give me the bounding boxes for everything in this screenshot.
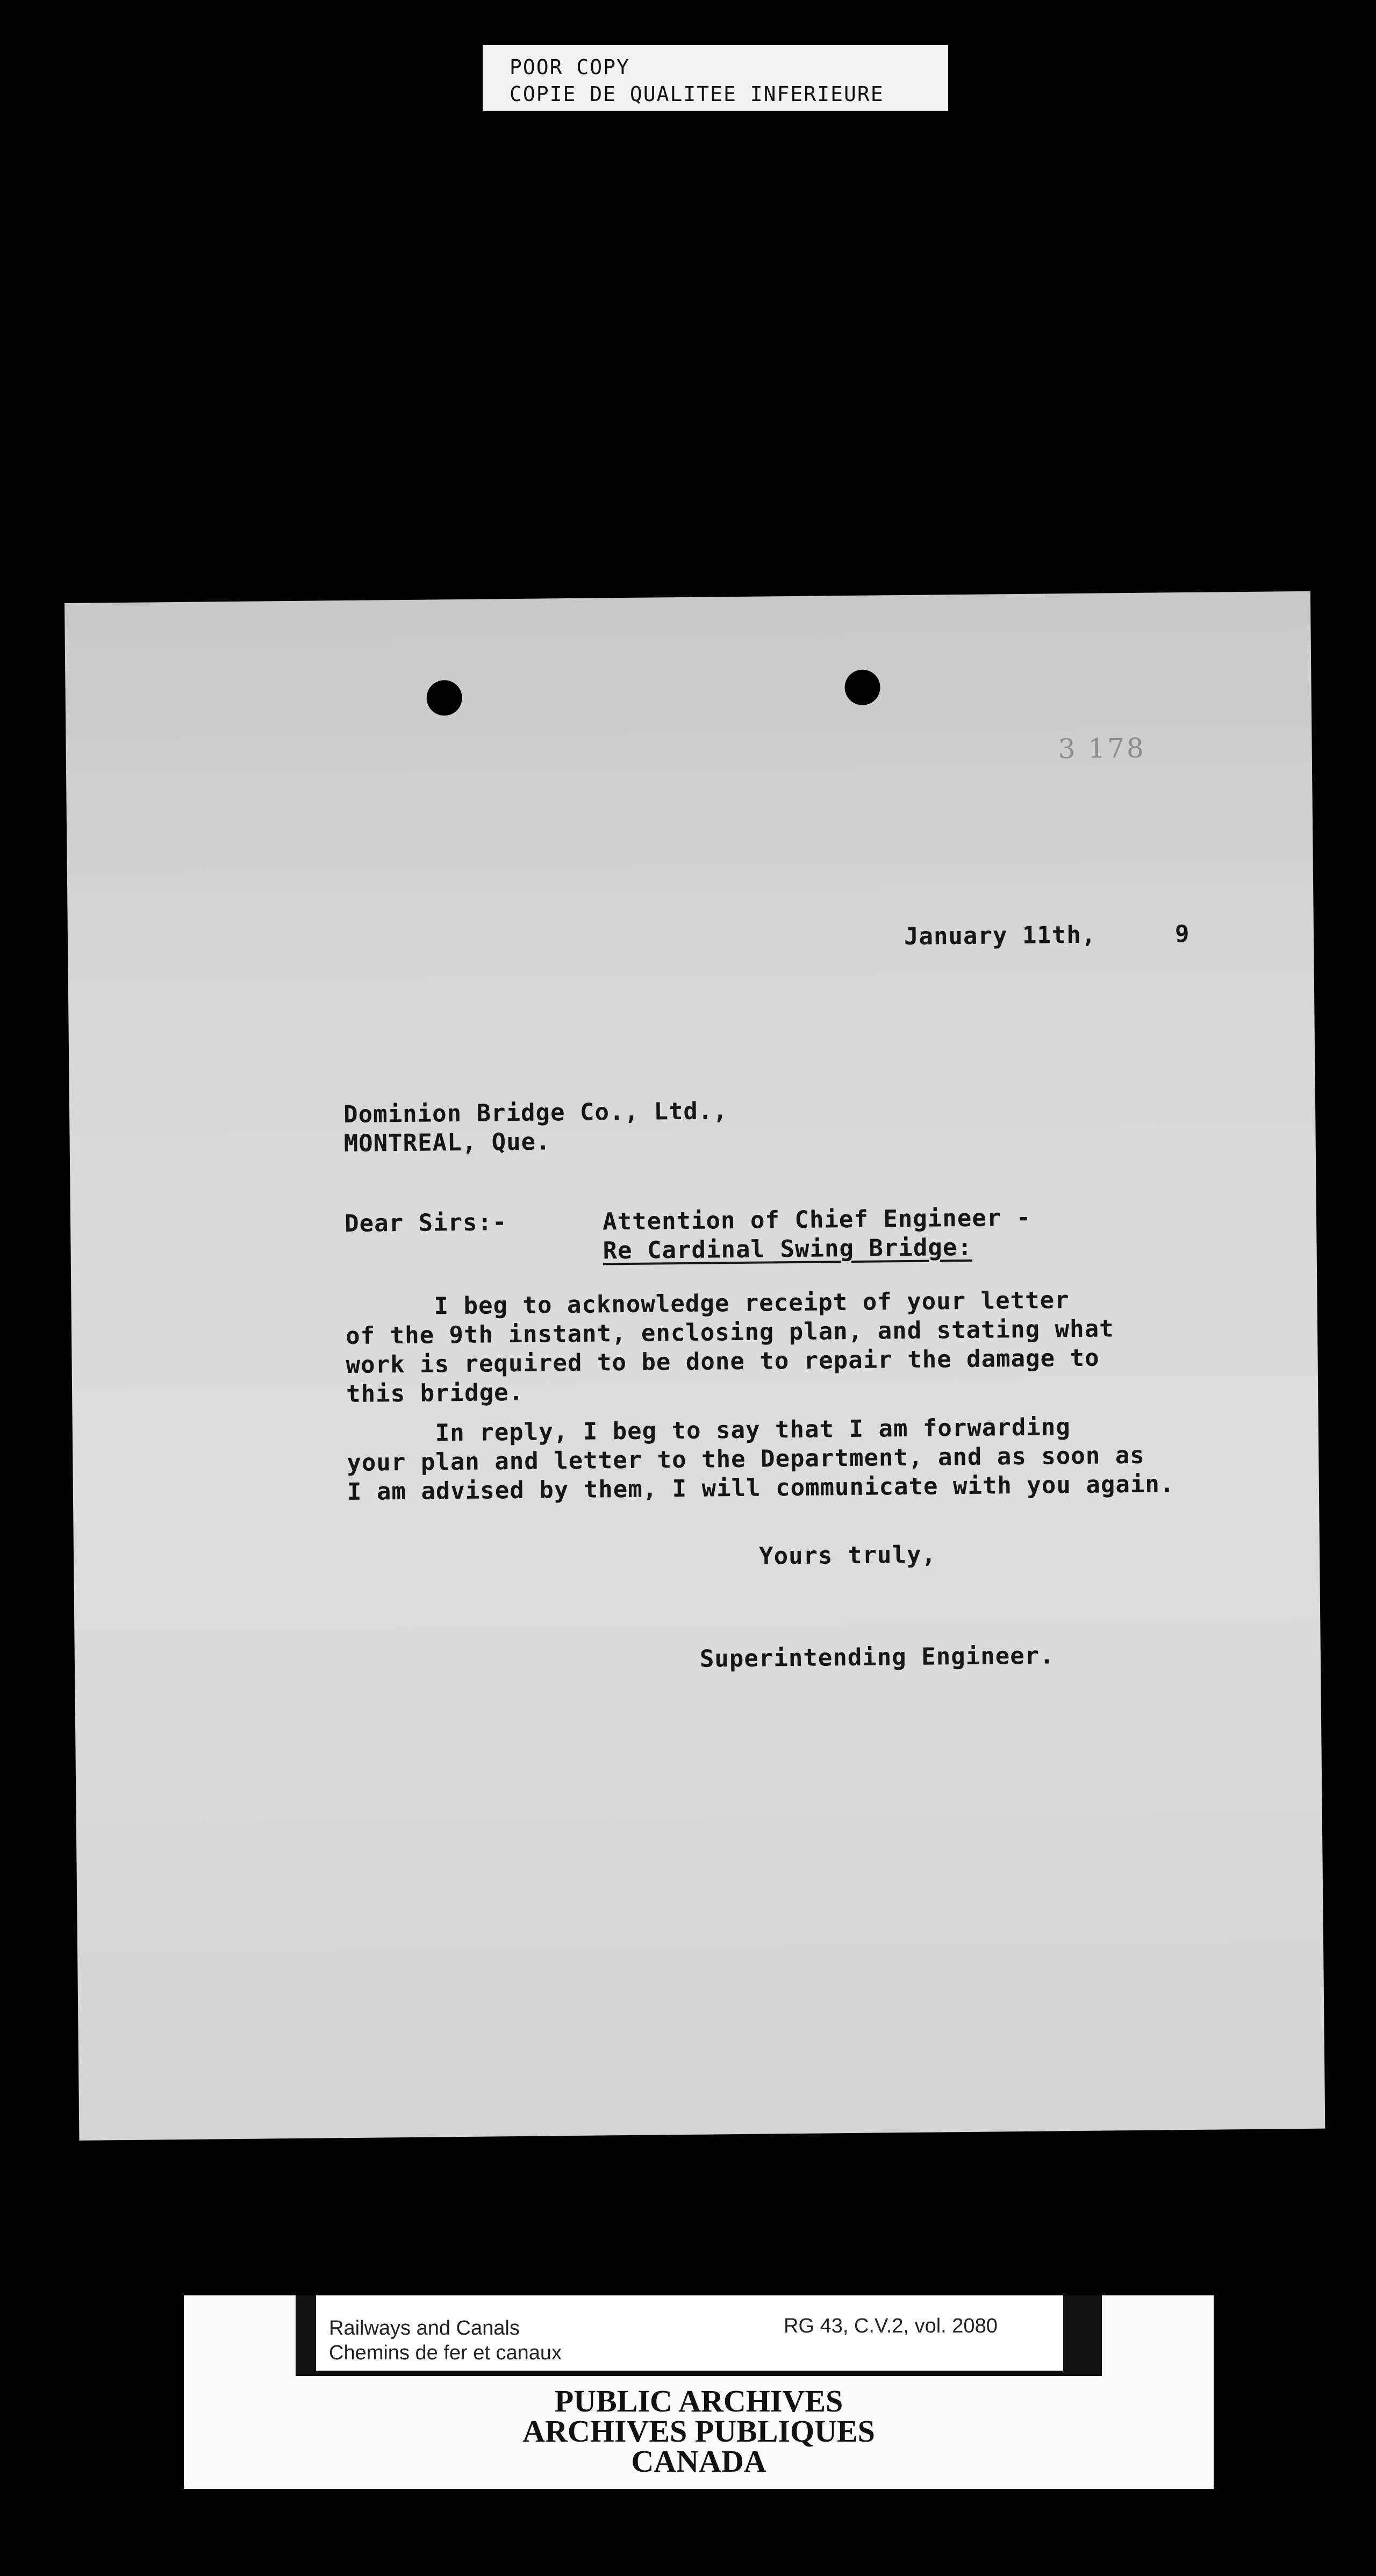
attention-line: Attention of Chief Engineer - (602, 1204, 1031, 1236)
address-line: Dominion Bridge Co., Ltd., (343, 1097, 728, 1129)
address-line: MONTREAL, Que. (343, 1128, 551, 1158)
punch-hole-right (844, 669, 880, 705)
attention-block (603, 1204, 1031, 1266)
archive-reference-number: RG 43, C.V.2, vol. 2080 (784, 2315, 998, 2337)
subject-line: Re Cardinal Swing Bridge: (603, 1233, 973, 1265)
body-line: I beg to acknowledge receipt of your letter (345, 1286, 1070, 1321)
archive-title-en: PUBLIC ARCHIVES (554, 2384, 843, 2418)
body-line: this bridge. (346, 1378, 524, 1408)
paragraph-1 (345, 1285, 1173, 1409)
punch-hole-left (426, 680, 462, 716)
archive-reference-card (184, 2295, 1214, 2489)
poor-copy-line-en: POOR COPY (510, 55, 630, 79)
body-line: of the 9th instant, enclosing plan, and stating what (345, 1315, 1114, 1350)
recipient-address (343, 1097, 728, 1158)
paragraph-2 (347, 1412, 1175, 1507)
archive-country: CANADA (631, 2444, 766, 2479)
body-line: In reply, I beg to say that I am forwarding (346, 1413, 1071, 1448)
poor-copy-label (483, 45, 948, 111)
body-line: I am advised by them, I will communicate with you again. (347, 1470, 1175, 1506)
source-name-fr: Chemins de fer et canaux (329, 2342, 562, 2364)
source-name-en: Railways and Canals (329, 2317, 520, 2339)
letter-date-year-fragment: 9 (1174, 920, 1190, 948)
body-line: your plan and letter to the Department, and as soon as (347, 1441, 1145, 1477)
archive-source-box (316, 2295, 1063, 2371)
letter-body (345, 1285, 1174, 1507)
letter-page (64, 591, 1325, 2141)
closing: Yours truly, (758, 1541, 937, 1570)
file-stamp-number: 3 178 (1058, 732, 1146, 765)
signature-title: Superintending Engineer. (699, 1642, 1055, 1673)
salutation: Dear Sirs:- (344, 1208, 507, 1238)
body-line: work is required to be done to repair the damage to (346, 1344, 1100, 1379)
archive-title-fr: ARCHIVES PUBLIQUES (522, 2414, 875, 2449)
poor-copy-line-fr: COPIE DE QUALITEE INFERIEURE (510, 82, 884, 106)
letter-date: January 11th, (904, 921, 1096, 951)
